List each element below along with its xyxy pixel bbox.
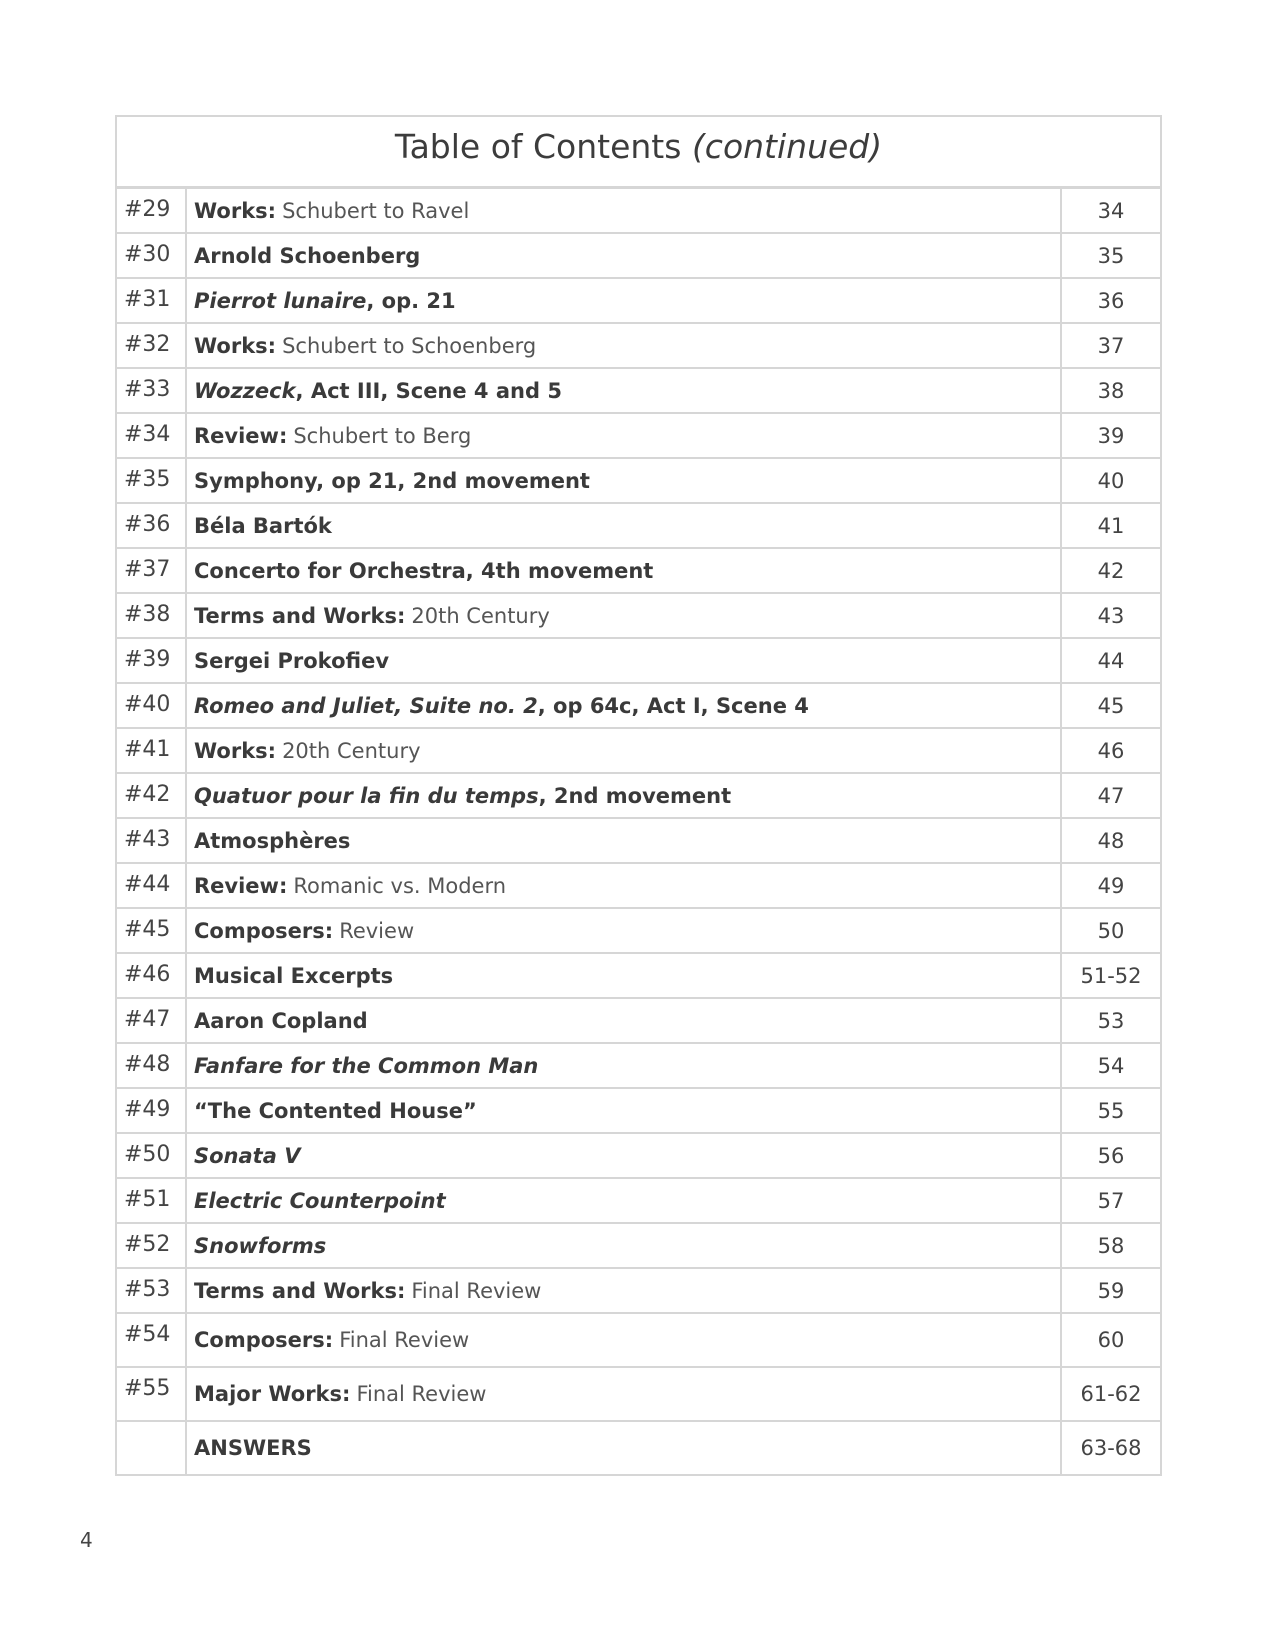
toc-row-page: 46 (1097, 738, 1125, 763)
toc-row (117, 504, 1160, 549)
toc-row (117, 1179, 1160, 1224)
toc-row-number: #55 (117, 1368, 187, 1420)
toc-row-number: #37 (117, 549, 187, 592)
toc-row-title (187, 1044, 1062, 1087)
toc-row-page: 41 (1097, 513, 1125, 538)
toc-row (117, 234, 1160, 279)
toc-row-number: #36 (117, 504, 187, 547)
toc-row-title-bold: Terms and Works: (194, 1278, 406, 1303)
toc-row-title-subtitle: Final Review (411, 1278, 542, 1303)
toc-row-number: #33 (117, 369, 187, 412)
toc-row-number (117, 1422, 187, 1474)
toc-row (117, 684, 1160, 729)
toc-row-number: #47 (117, 999, 187, 1042)
toc-row (117, 729, 1160, 774)
toc-row-number: #29 (117, 189, 187, 232)
toc-row-title (187, 234, 1062, 277)
toc-row (117, 819, 1160, 864)
toc-row-page: 35 (1097, 243, 1125, 268)
toc-row-page: 37 (1097, 333, 1125, 358)
toc-row (117, 1134, 1160, 1179)
page-number: 4 (80, 1528, 93, 1552)
toc-row-title (187, 324, 1062, 367)
toc-row (117, 909, 1160, 954)
toc-row-title (187, 819, 1062, 862)
toc-row-page: 54 (1097, 1053, 1125, 1078)
toc-row-number: #34 (117, 414, 187, 457)
toc-title-main: Table of Contents (394, 127, 682, 166)
toc-row-title-italic: Romeo and Juliet, Suite no. 2 (194, 693, 538, 718)
toc-row-title (187, 1134, 1062, 1177)
toc-row-title-bold: Works: (194, 333, 277, 358)
toc-row-title (187, 954, 1062, 997)
toc-row-title-subtitle: Final Review (339, 1328, 470, 1352)
toc-row-title (187, 189, 1062, 232)
toc-row-title-bold: Review: (194, 423, 288, 448)
toc-row-title-bold: Atmosphères (194, 828, 351, 853)
toc-rows (117, 189, 1160, 1474)
toc-row-title-subtitle: Schubert to Schoenberg (282, 333, 537, 358)
toc-row-page: 45 (1097, 693, 1125, 718)
toc-row-page: 34 (1097, 198, 1125, 223)
toc-row (117, 324, 1160, 369)
toc-row-number: #39 (117, 639, 187, 682)
toc-row-title (187, 1314, 1062, 1366)
toc-row (117, 774, 1160, 819)
toc-row (117, 414, 1160, 459)
toc-row-number: #31 (117, 279, 187, 322)
toc-row-title (187, 1224, 1062, 1267)
toc-row-title (187, 594, 1062, 637)
toc-row (117, 864, 1160, 909)
toc-row-title-bold: Béla Bartók (194, 513, 332, 538)
toc-row-page: 53 (1097, 1008, 1125, 1033)
toc-row-title-italic: Fanfare for the Common Man (194, 1053, 539, 1078)
toc-row-number: #32 (117, 324, 187, 367)
toc-row-number: #43 (117, 819, 187, 862)
toc-row-title-bold: Terms and Works: (194, 603, 406, 628)
toc-row-number: #46 (117, 954, 187, 997)
toc-row-page: 55 (1097, 1098, 1125, 1123)
toc-row-title-bold-suffix: , op. 21 (366, 288, 456, 313)
toc-row-title (187, 549, 1062, 592)
toc-row-number: #30 (117, 234, 187, 277)
toc-row-page: 36 (1097, 288, 1125, 313)
toc-row-page: 59 (1097, 1278, 1125, 1303)
toc-row-title-bold-suffix: , op 64c, Act I, Scene 4 (537, 693, 809, 718)
toc-row-title-italic: Electric Counterpoint (194, 1188, 446, 1213)
toc-row-page: 57 (1097, 1188, 1125, 1213)
toc-row-title (187, 999, 1062, 1042)
toc-row-page: 63-68 (1080, 1436, 1142, 1460)
toc-row-title-subtitle: 20th Century (282, 738, 421, 763)
toc-row-title (187, 504, 1062, 547)
toc-row-page: 61-62 (1080, 1382, 1142, 1406)
toc-row-title (187, 909, 1062, 952)
toc-row-title (187, 639, 1062, 682)
toc-row-number: #51 (117, 1179, 187, 1222)
toc-row-page: 51-52 (1080, 963, 1142, 988)
toc-row (117, 1368, 1160, 1422)
toc-title (117, 117, 1160, 189)
toc-row-title (187, 1269, 1062, 1312)
toc-row (117, 1044, 1160, 1089)
toc-row-number: #45 (117, 909, 187, 952)
toc-row-title-bold: Works: (194, 198, 277, 223)
toc-row-number: #44 (117, 864, 187, 907)
toc-row-page: 50 (1097, 918, 1125, 943)
toc-row (117, 1314, 1160, 1368)
toc-row-page: 39 (1097, 423, 1125, 448)
toc-row-page: 48 (1097, 828, 1125, 853)
toc-row-page: 40 (1097, 468, 1125, 493)
toc-row-title-subtitle: Final Review (356, 1382, 487, 1406)
toc-row (117, 594, 1160, 639)
toc-row-page: 49 (1097, 873, 1125, 898)
toc-row-title-bold: Sergei Prokofiev (194, 648, 390, 673)
toc-row-title (187, 729, 1062, 772)
toc-row-title (187, 279, 1062, 322)
toc-row-number: #42 (117, 774, 187, 817)
toc-row-page: 42 (1097, 558, 1125, 583)
toc-row-title-bold: Review: (194, 873, 288, 898)
toc-row (117, 999, 1160, 1044)
toc-row-page: 47 (1097, 783, 1125, 808)
toc-row-title-bold: Major Works: (194, 1382, 351, 1406)
toc-row-title (187, 414, 1062, 457)
toc-row-title-subtitle: 20th Century (411, 603, 550, 628)
toc-row-title-bold: Composers: (194, 918, 334, 943)
toc-row-title-subtitle: Review (339, 918, 415, 943)
toc-row-title-bold-suffix: , Act III, Scene 4 and 5 (295, 378, 562, 403)
toc-row-title (187, 369, 1062, 412)
toc-row-number: #49 (117, 1089, 187, 1132)
toc-row-page: 56 (1097, 1143, 1125, 1168)
toc-row-title (187, 864, 1062, 907)
toc-row (117, 549, 1160, 594)
toc-row-number: #53 (117, 1269, 187, 1312)
toc-row-title-bold: Arnold Schoenberg (194, 243, 421, 268)
toc-row-title-subtitle: Romanic vs. Modern (293, 873, 507, 898)
toc-row-title-bold-suffix: , 2nd movement (538, 783, 732, 808)
toc-row-title-bold: Symphony, op 21, 2nd movement (194, 468, 590, 493)
toc-row-number: #50 (117, 1134, 187, 1177)
toc-row-title (187, 1179, 1062, 1222)
toc-row-number: #54 (117, 1314, 187, 1366)
toc-row-number: #52 (117, 1224, 187, 1267)
toc-row (117, 369, 1160, 414)
toc-row-title-bold: Concerto for Orchestra, 4th movement (194, 558, 654, 583)
toc-row-title-italic: Quatuor pour la fin du temps (194, 783, 539, 808)
toc-row (117, 459, 1160, 504)
toc-row (117, 1224, 1160, 1269)
toc-row-title (187, 459, 1062, 502)
toc-row-number: #48 (117, 1044, 187, 1087)
toc-row (117, 1089, 1160, 1134)
toc-row-title (187, 684, 1062, 727)
toc-row-page: 58 (1097, 1233, 1125, 1258)
table-of-contents (115, 115, 1162, 1476)
toc-row-number: #41 (117, 729, 187, 772)
toc-row-title-bold: Works: (194, 738, 277, 763)
toc-row-title-bold: Composers: (194, 1328, 334, 1352)
toc-row (117, 1269, 1160, 1314)
toc-row-number: #38 (117, 594, 187, 637)
toc-row-page: 43 (1097, 603, 1125, 628)
toc-row-title-subtitle: Schubert to Berg (293, 423, 472, 448)
toc-row (117, 279, 1160, 324)
toc-row-title-bold: Musical Excerpts (194, 963, 394, 988)
toc-row-title-bold: Aaron Copland (194, 1008, 368, 1033)
toc-row (117, 639, 1160, 684)
toc-row (117, 1422, 1160, 1474)
toc-row-number: #35 (117, 459, 187, 502)
toc-row-title-italic: Pierrot lunaire (194, 288, 367, 313)
toc-row (117, 954, 1160, 999)
toc-title-continued: (continued) (691, 127, 883, 166)
toc-row-page: 60 (1097, 1328, 1125, 1352)
toc-row-title (187, 1368, 1062, 1420)
toc-row-page: 38 (1097, 378, 1125, 403)
toc-row-title (187, 1089, 1062, 1132)
toc-row-title-italic: Wozzeck (194, 378, 296, 403)
toc-row-title (187, 774, 1062, 817)
toc-row-number: #40 (117, 684, 187, 727)
toc-row-page: 44 (1097, 648, 1125, 673)
toc-row-title (187, 1422, 1062, 1474)
toc-row (117, 189, 1160, 234)
toc-row-title-bold: ANSWERS (194, 1436, 312, 1460)
toc-row-title-subtitle: Schubert to Ravel (282, 198, 470, 223)
toc-row-title-italic: Snowforms (194, 1233, 327, 1258)
toc-row-title-italic: Sonata V (194, 1143, 301, 1168)
toc-row-title-bold: “The Contented House” (194, 1098, 477, 1123)
